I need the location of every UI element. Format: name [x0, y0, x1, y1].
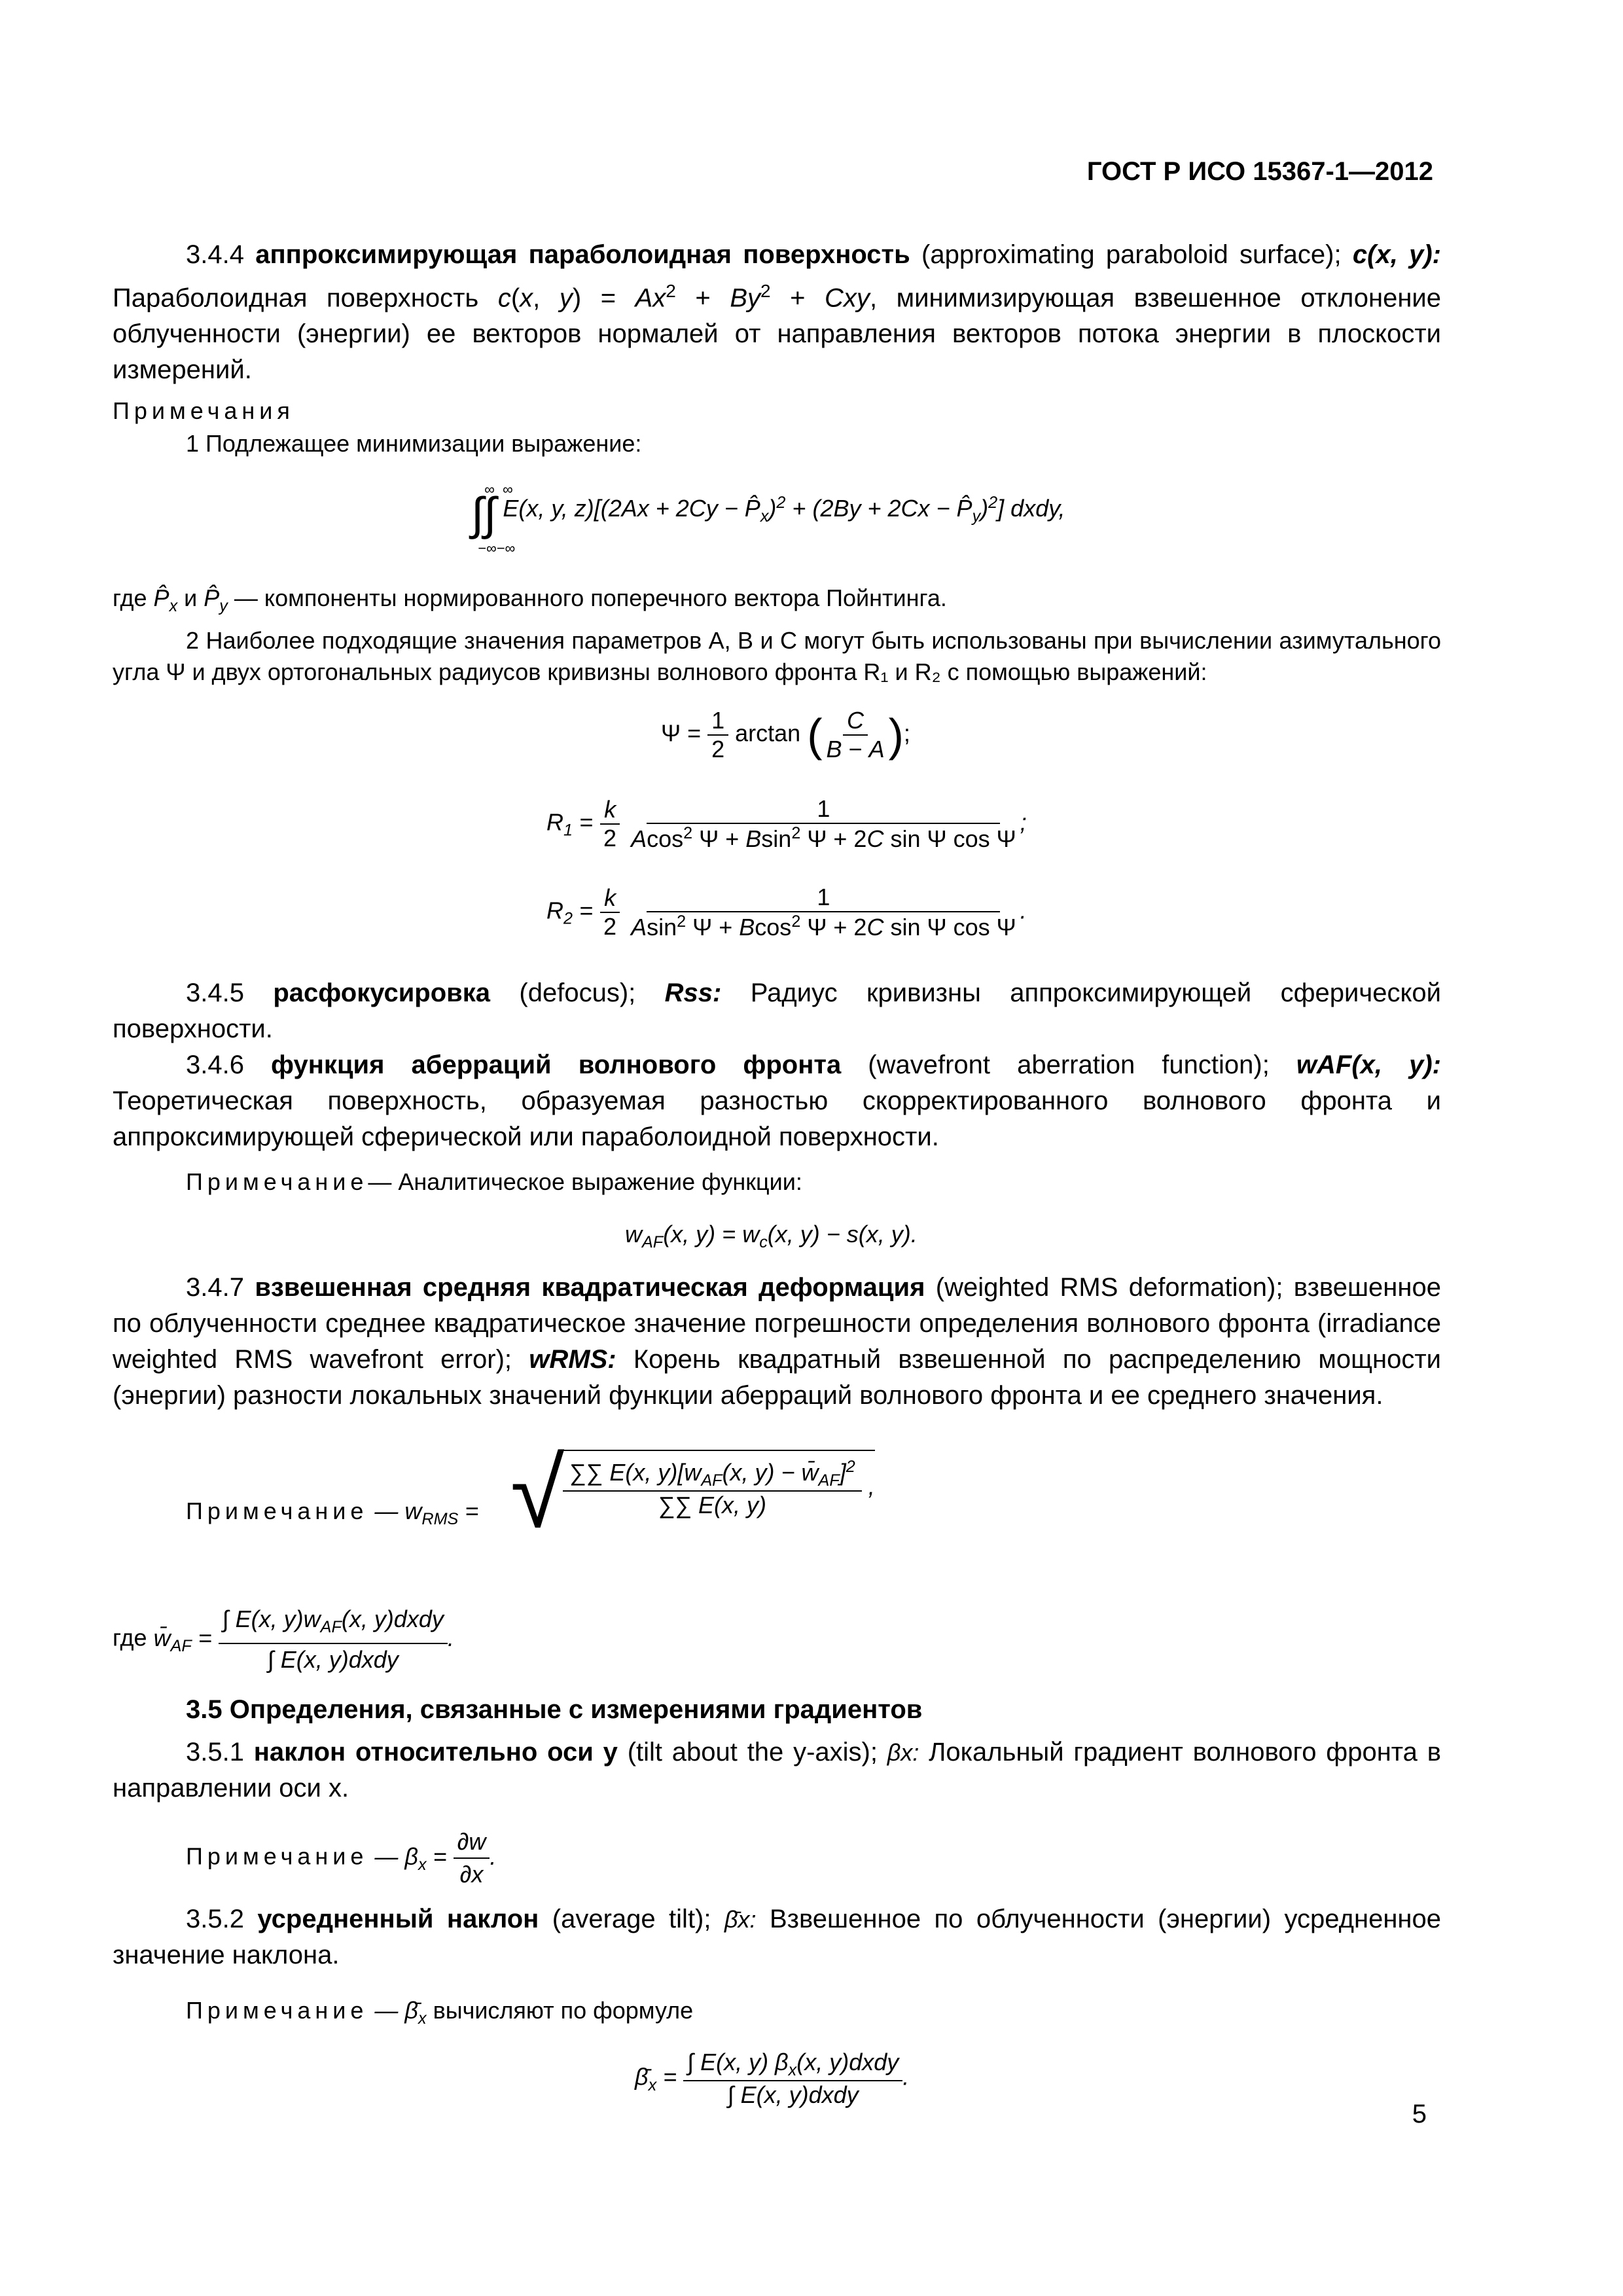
r1-formula: $R_1$ = $\frac{k}{2}$ $\frac{1}{Acos^2 \Psi + Bsin^2 \Psi + 2C \sin \Psi \cos \Psi}$ ;: [546, 795, 1027, 852]
section-3-4-7: 3.4.7 взвешенная средняя квадратическая деформация (weighted RMS deformation); взвешенное по облученности среднее квадратическое значение погрешности определения волнового фронта (irradiance weighted RMS wavefront error); wRMS: Корень квадратный взвешенной по распределению мощности (энергии) разности локальных значений функции аберраций волнового фронта и ее среднего значения.: [113, 1273, 1441, 1410]
section-number: 3.4.4: [186, 240, 244, 269]
section-3-5-2: 3.5.2 усредненный наклон (average tilt); β̄x: Взвешенное по облученности (энергии) усредненное значение наклона.: [113, 1905, 1442, 1969]
note-3-4-7: Примечание — $w_{RMS}$ =: [186, 1498, 479, 1529]
section-3-4-6: 3.4.6 функция аберраций волнового фронта (wavefront aberration function); wAF(x, y): Теоретическая поверхность, образуемая разностью скорректированного волнового фронта и аппроксимирующей сферической или параболоидной поверхности.: [113, 1050, 1441, 1151]
section-3-5-heading: 3.5 Определения, связанные с измерениями градиентов: [186, 1695, 923, 1724]
note-3-4-6: Примечание— Аналитическое выражение функции:: [186, 1168, 802, 1195]
note-1: 1 Подлежащее минимизации выражение:: [186, 430, 642, 457]
where-waf: где $w̄_{AF}$ = $\frac{\int E(x, y)w_{AF}(x, y)dxdy}{\text{∫ E(x, y)dxdy}}$ .: [113, 1604, 454, 1676]
r2-formula: $R_2$ = $\frac{k}{2}$ $\frac{1}{Asin^2 \Psi + Bcos^2 \Psi + 2C \sin \Psi \cos \Psi}$ .: [546, 884, 1027, 941]
term-symbol: c(x, y):: [1352, 240, 1441, 269]
term-english: (approximating paraboloid surface);: [921, 240, 1342, 269]
wrms-formula: √ $\frac{\sum\sum E(x, y)[w_{AF}(x, y) - w̄_{AF}]^2}{\sum\sum E(x, y)}$ ,: [510, 1438, 875, 1548]
note-3-5-2: Примечание — $\betā_x$ вычисляют по формуле: [186, 1997, 694, 2028]
where-poynting: где $P̂_x$ и $P̂_y$ — компоненты нормированного поперечного вектора Пойнтинга.: [113, 584, 947, 616]
section-3-4-5: 3.4.5 расфокусировка (defocus); Rss: Радиус кривизны аппроксимирующей сферической поверхности.: [113, 978, 1442, 1043]
definition-cont: минимизирующая взвешенное отклонение облученности (энергии) ее векторов нормалей от направления векторов потока энергии в плоскости измерений.: [113, 283, 1442, 385]
average-tilt-formula: $\betā_x$ = $\frac{\int E(x, y) \beta_x(x, y)dxdy}{\text{∫ E(x, y)dxdy}}$ .: [635, 2049, 910, 2109]
psi-formula: Ψ = $\frac{1}{2}$ arctan ( $\frac{C}{B - A}$ );: [661, 707, 910, 762]
note-3-5-1: Примечание — $\beta_x$ = $\frac{\partial w}{\partial x}$ .: [186, 1826, 496, 1890]
definition: Параболоидная поверхность: [113, 283, 479, 313]
section-3-4-4: 3.4.4 аппроксимирующая параболоидная поверхность (approximating paraboloid surface); c(x, y): Параболоидная поверхность c(x, $y) = Ax^2 + By^2$ + Cxy, минимизирующая взвешенное отклонение облученности (энергии) ее векторов нормалей от направления векторов потока энергии в плоскости измерений.: [113, 240, 1442, 385]
note-2: 2 Наиболее подходящие значения параметров A, B и C могут быть использованы при вычислении азимутального угла Ψ и двух ортогональных радиусов кривизны волнового фронта R₁ и R₂ с помощью выражений:: [113, 627, 1441, 685]
document-header: ГОСТ Р ИСО 15367-1—2012: [1086, 157, 1433, 186]
term: аппроксимирующая параболоидная поверхность: [255, 240, 910, 269]
section-3-5-1: 3.5.1 наклон относительно оси y (tilt about the y-axis); βx: Локальный градиент волнового фронта в направлении оси x.: [113, 1738, 1441, 1803]
notes-title: Примечания: [113, 397, 294, 424]
integral-expression: ∫∫ E(x, y, $z)[(2Ax + 2Cy - P̂_x)^2 + (2By + 2Cx$ − $P̂_y)^2$] dxdy,: [471, 488, 1065, 539]
page-number: 5: [1412, 2100, 1427, 2128]
waf-formula: $w_{AF}(x$, $y) = w_c(x$, y) − s(x, y).: [625, 1221, 918, 1252]
